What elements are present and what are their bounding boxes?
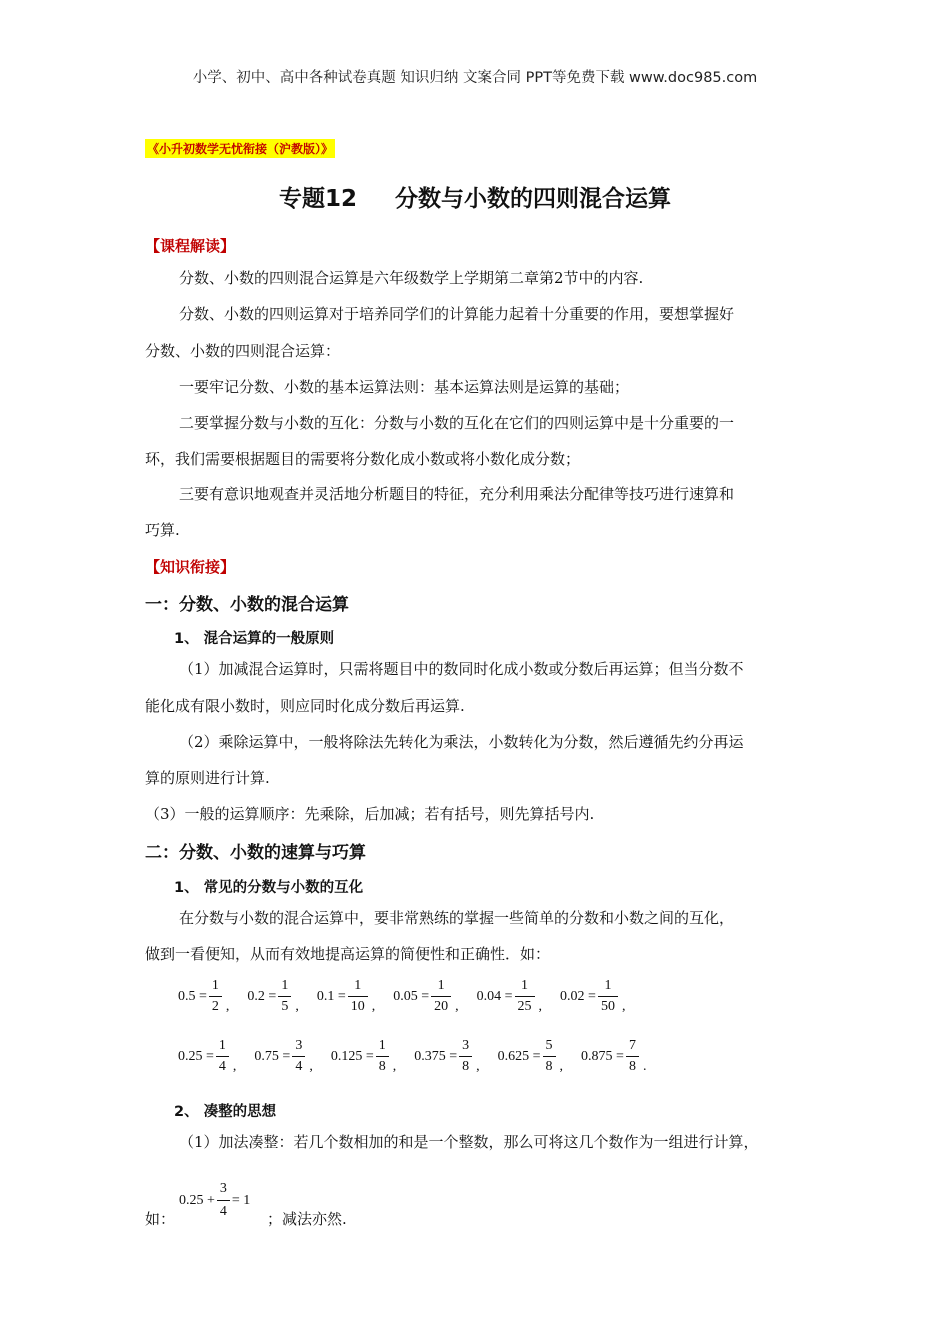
example-suffix: ；减法亦然. xyxy=(267,1210,347,1228)
fraction-pair: 0.75 = $\frac{3}{4}$ , xyxy=(254,1038,313,1074)
paragraph: （1）加减混合运算时，只需将题目中的数同时化成小数或分数后再运算；但当分数不 xyxy=(179,660,744,678)
paragraph: 二要掌握分数与小数的互化：分数与小数的互化在它们的四则运算中是十分重要的一 xyxy=(179,414,735,432)
section-knowledge-heading: 【知识衔接】 xyxy=(145,558,236,576)
paragraph: 环，我们需要根据题目的需要将分数化成小数或将小数化成分数； xyxy=(145,450,581,468)
fraction-pair: 0.04 = $\frac{1}{25}$ , xyxy=(476,978,543,1014)
fraction-row-1 xyxy=(178,978,643,1015)
part1-heading: 一：分数、小数的混合运算 xyxy=(145,595,349,615)
part1-subheading: 1、 混合运算的一般原则 xyxy=(174,631,335,647)
paragraph: 巧算. xyxy=(145,521,180,539)
fraction-pair: 0.1 = $\frac{1}{10}$ , xyxy=(316,978,376,1014)
paragraph: （1）加法凑整：若几个数相加的和是一个整数，那么可将这几个数作为一组进行计算， xyxy=(179,1133,759,1151)
paragraph: 算的原则进行计算. xyxy=(145,769,270,787)
fraction-pair: 0.875 = $\frac{7}{8}$ . xyxy=(581,1038,647,1074)
title-label: 专题12 xyxy=(278,186,357,212)
paragraph: （3）一般的运算顺序：先乘除，后加减；若有括号，则先算括号内. xyxy=(145,805,595,823)
paragraph: 三要有意识地观查并灵活地分析题目的特征，充分利用乘法分配律等技巧进行速算和 xyxy=(179,485,735,503)
fraction-pair: 0.02 = $\frac{1}{50}$ , xyxy=(560,978,626,1014)
paragraph: 做到一看便知，从而有效地提高运算的简便性和正确性．如： xyxy=(145,945,551,963)
paragraph: （2）乘除运算中，一般将除法先转化为乘法，小数转化为分数，然后遵循先约分再运 xyxy=(179,733,744,751)
part2-subheading: 1、 常见的分数与小数的互化 xyxy=(174,880,364,896)
fraction-row-2 xyxy=(178,1038,664,1075)
part2-heading: 二：分数、小数的速算与巧算 xyxy=(145,843,366,863)
example-formula: 0.25 + $\frac{3}{4}$ = 1 xyxy=(179,1181,251,1219)
paragraph: 分数、小数的四则运算对于培养同学们的计算能力起着十分重要的作用，要想掌握好 xyxy=(179,305,735,323)
part2-subheading-2: 2、 凑整的思想 xyxy=(174,1104,277,1120)
page-header: 小学、初中、高中各种试卷真题 知识归纳 文案合同 PPT等免费下载 www.doc985.com xyxy=(192,70,758,86)
fraction-pair: 0.125 = $\frac{1}{8}$ , xyxy=(330,1038,397,1074)
series-tag: 《小升初数学无忧衔接（沪教版）》 xyxy=(145,139,335,158)
example-line xyxy=(145,1180,810,1240)
example-prefix: 如： xyxy=(145,1210,176,1228)
paragraph: 分数、小数的四则混合运算： xyxy=(145,342,341,360)
fraction-pair: 0.05 = $\frac{1}{20}$ , xyxy=(393,978,459,1014)
fraction-pair: 0.625 = $\frac{5}{8}$ , xyxy=(497,1038,564,1074)
section-course-heading: 【课程解读】 xyxy=(145,237,236,255)
paragraph: 一要牢记分数、小数的基本运算法则：基本运算法则是运算的基础； xyxy=(179,378,630,396)
title-text: 分数与小数的四则混合运算 xyxy=(395,186,671,212)
fraction-pair: 0.2 = $\frac{1}{5}$ , xyxy=(247,978,299,1014)
fraction-pair: 0.25 = $\frac{1}{4}$ , xyxy=(178,1038,237,1074)
page-title xyxy=(0,180,950,213)
paragraph: 分数、小数的四则混合运算是六年级数学上学期第二章第2节中的内容. xyxy=(179,269,644,287)
paragraph: 在分数与小数的混合运算中，要非常熟练的掌握一些简单的分数和小数之间的互化， xyxy=(179,909,735,927)
paragraph: 能化成有限小数时，则应同时化成分数后再运算. xyxy=(145,697,465,715)
fraction-pair: 0.5 = $\frac{1}{2}$ , xyxy=(178,978,230,1014)
fraction-pair: 0.375 = $\frac{3}{8}$ , xyxy=(414,1038,480,1074)
